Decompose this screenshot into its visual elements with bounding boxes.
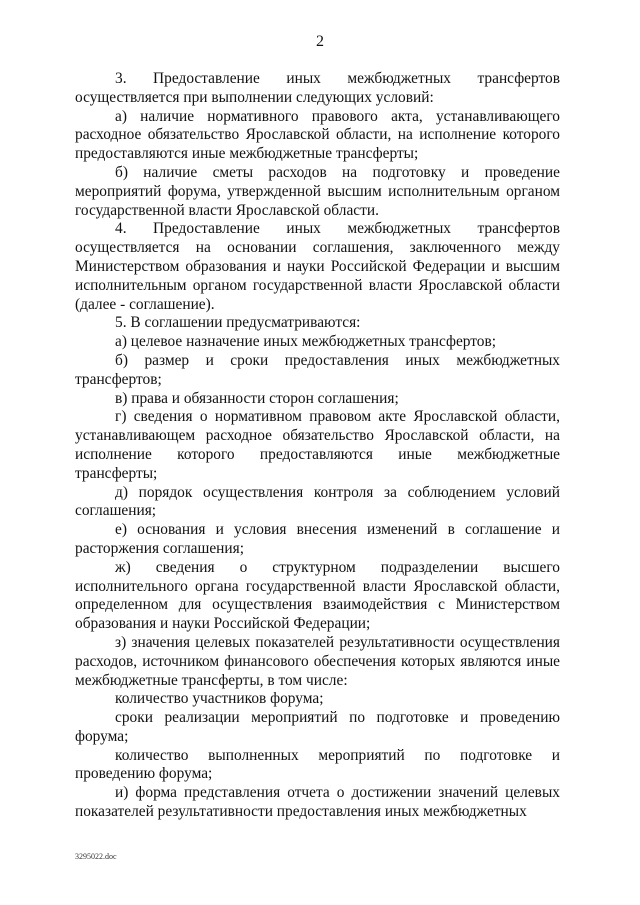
paragraph: сроки реализации мероприятий по подготовке и проведению форума; [75, 709, 560, 745]
paragraph: количество выполненных мероприятий по подготовке и проведению форума; [75, 746, 560, 783]
paragraph: 4. Предоставление иных межбюджетных трансфертов осуществляется на основании соглашения, заключенного между Министерством образования и науки Российской Федерации и высшим исполнительным органом государственной власти Ярославской области (далее - соглашение). [75, 220, 560, 313]
paragraph: а) наличие нормативного правового акта, устанавливающего расходное обязательство Ярославской области, на исполнение которого предоставляются иные межбюджетные трансферты; [75, 107, 560, 163]
paragraph: в) права и обязанности сторон соглашения; [115, 389, 399, 407]
paragraph: з) значения целевых показателей результативности осуществления расходов, источником финансового обеспечения которых являются иные межбюджетные трансферты, в том числе: [75, 633, 560, 689]
paragraph: и) форма представления отчета о достижении значений целевых показателей результативности предоставления иных межбюджетных [75, 784, 560, 821]
paragraph: е) основания и условия внесения изменений в соглашение и расторжения соглашения; [75, 521, 560, 557]
paragraph: б) размер и сроки предоставления иных межбюджетных трансфертов; [75, 351, 560, 388]
paragraph: г) сведения о нормативном правовом акте Ярославской области, устанавливающем расходное обязательство Ярославской области, на исполнение которого предоставляются иные межбюджетные трансферты; [75, 408, 560, 482]
page-number: 2 [316, 33, 324, 50]
footer-file-code: 3295022.doc [75, 852, 117, 861]
paragraph: д) порядок осуществления контроля за соблюдением условий соглашения; [75, 483, 560, 520]
paragraph: 5. В соглашении предусматриваются: [115, 314, 361, 332]
paragraph: ж) сведения о структурном подразделении высшего исполнительного органа государственной власти Ярославской области, определенном для осуществления взаимодействия с Министерством образования и науки Российской Федерации; [75, 558, 560, 633]
paragraph: количество участников форума; [115, 690, 324, 708]
paragraph: б) наличие сметы расходов на подготовку и проведение мероприятий форума, утвержденной высшим исполнительным органом государственной власти Ярославской области. [75, 163, 560, 219]
document-body [75, 70, 560, 822]
paragraph: 3. Предоставление иных межбюджетных трансфертов осуществляется при выполнении следующих условий: [75, 70, 560, 106]
paragraph: а) целевое назначение иных межбюджетных трансфертов; [115, 333, 497, 351]
